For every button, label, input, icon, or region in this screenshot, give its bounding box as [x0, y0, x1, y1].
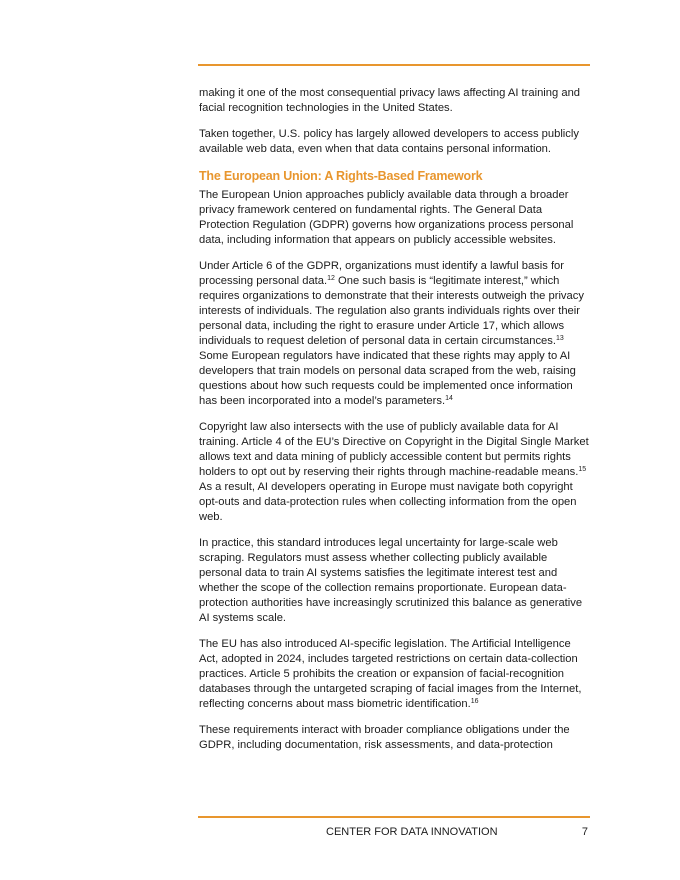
document-body	[199, 86, 591, 764]
header-rule	[198, 64, 590, 66]
section-paragraphs	[199, 188, 591, 753]
paragraph-text: Under Article 6 of the GDPR, organizations must identify a lawful basis for processing personal data.	[199, 260, 565, 287]
paragraph-text: Some European regulators have indicated that these rights may apply to AI developers that train models on personal data scraped from the web, raising questions about how such requests could be implemented once information has been incorporated into a model’s parameters.	[199, 350, 576, 407]
paragraph	[199, 536, 591, 626]
paragraph-text: One such basis is “legitimate interest,” which requires organizations to demonstrate that their interests outweigh the privacy interests of individuals. The regulation also grants individuals rights over their personal data, including the right to erasure under Article 17, which allows individuals to request deletion of personal data in certain circumstances.	[199, 275, 584, 347]
paragraph-text: making it one of the most consequential privacy laws affecting AI training and facial recognition technologies in the United States.	[199, 87, 581, 114]
paragraph	[199, 188, 591, 248]
paragraph-text: In practice, this standard introduces legal uncertainty for large-scale web scraping. Regulators must assess whether collecting publicly available personal data to train AI systems satisfies the legitimate interest test and whether the scope of the collection remains proportionate. European data-protection authorities have increasingly scrutinized this balance as generative AI systems scale.	[199, 537, 583, 624]
paragraph	[199, 86, 591, 116]
footnote-ref[interactable]: 16	[470, 698, 479, 705]
section-heading: The European Union: A Rights-Based Framework	[199, 169, 483, 183]
footer-rule	[198, 816, 590, 818]
footnote-ref[interactable]: 13	[555, 335, 564, 342]
page-number: 7	[581, 826, 588, 838]
paragraph	[199, 127, 591, 157]
paragraph-text: The European Union approaches publicly available data through a broader privacy framework centered on fundamental rights. The General Data Protection Regulation (GDPR) governs how organizations process personal data, including information that appears on publicly accessible websites.	[199, 189, 574, 246]
paragraph	[199, 637, 591, 712]
paragraph	[199, 420, 591, 525]
paragraph-text: As a result, AI developers operating in Europe must navigate both copyright opt-outs and data-protection rules when collecting information from the open web.	[199, 481, 577, 523]
intro-paragraphs	[199, 86, 591, 157]
paragraph-text: Taken together, U.S. policy has largely allowed developers to access publicly available web data, even when that data contains personal information.	[199, 128, 579, 155]
paragraph	[199, 723, 591, 753]
paragraph-text: These requirements interact with broader compliance obligations under the GDPR, including documentation, risk assessments, and data-protection	[199, 724, 570, 751]
footnote-ref[interactable]: 12	[327, 275, 335, 282]
footer-organization: CENTER FOR DATA INNOVATION	[326, 826, 498, 838]
paragraph-text: The EU has also introduced AI-specific legislation. The Artificial Intelligence Act, adopted in 2024, includes targeted restrictions on certain data-collection practices. Article 5 prohibits the creation or expansion of facial-recognition databases through the untargeted scraping of facial images from the Internet, reflecting concerns about mass biometric identification.	[199, 638, 582, 710]
paragraph	[199, 259, 591, 409]
footnote-ref[interactable]: 15	[578, 466, 587, 473]
paragraph-text: Copyright law also intersects with the use of publicly available data for AI training. Article 4 of the EU’s Directive on Copyright in the Digital Single Market allows text and data mining of publicly accessible content but permits rights holders to opt out by reserving their rights through machine-readable means.	[199, 421, 589, 478]
footnote-ref[interactable]: 14	[445, 395, 453, 402]
